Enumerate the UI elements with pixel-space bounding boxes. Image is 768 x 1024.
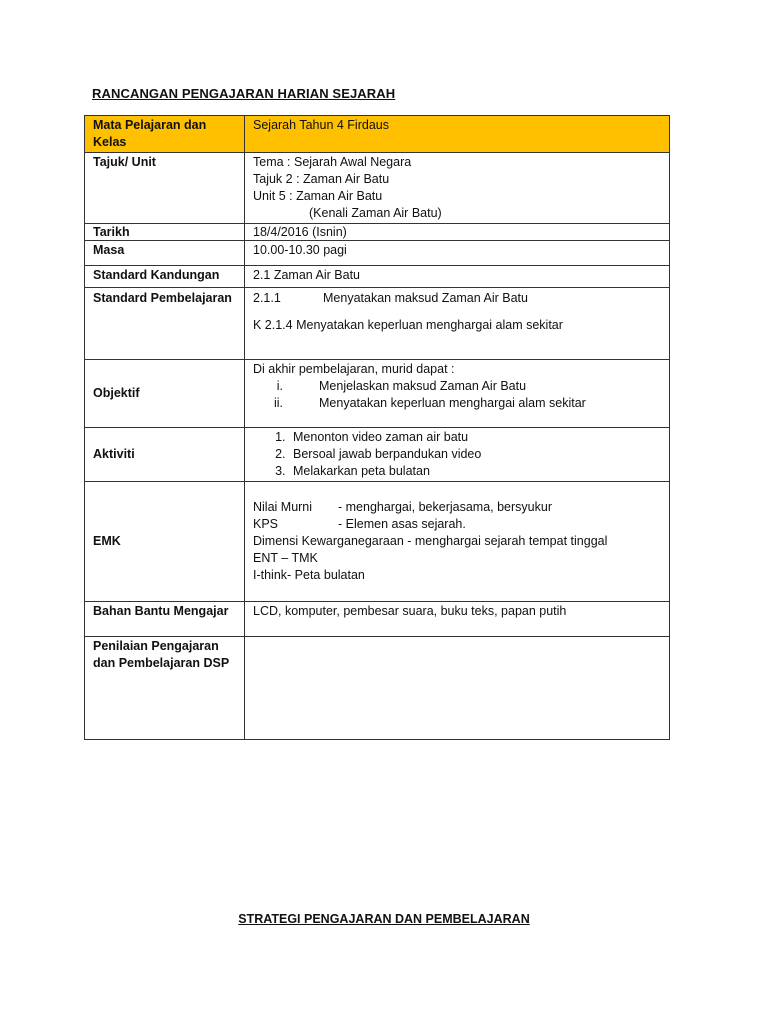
objektif-intro: Di akhir pembelajaran, murid dapat :	[253, 362, 455, 376]
value-tarikh: 18/4/2016 (Isnin)	[245, 224, 670, 241]
row-emk	[85, 482, 670, 602]
objektif-item: ii. Menyatakan keperluan menghargai alam sekitar	[273, 396, 586, 410]
row-standard-kandungan	[85, 266, 670, 288]
emk-line: Dimensi Kewarganegaraan - menghargai sejarah tempat tinggal	[253, 534, 608, 548]
row-tajuk	[85, 153, 670, 224]
row-aktiviti	[85, 428, 670, 482]
value-bahan: LCD, komputer, pembesar suara, buku teks, papan putih	[245, 602, 670, 637]
value-aktiviti	[245, 428, 670, 482]
value-standard-kandungan: 2.1 Zaman Air Batu	[245, 266, 670, 288]
label-tajuk: Tajuk/ Unit	[85, 153, 245, 224]
row-masa	[85, 241, 670, 266]
label-bahan: Bahan Bantu Mengajar	[85, 602, 245, 637]
page-title: RANCANGAN PENGAJARAN HARIAN SEJARAH	[92, 86, 396, 101]
section-title: STRATEGI PENGAJARAN DAN PEMBELAJARAN	[238, 912, 530, 926]
value-standard-pembelajaran	[245, 288, 670, 360]
tajuk-line: Tema : Sejarah Awal Negara	[253, 155, 412, 169]
label-aktiviti: Aktiviti	[85, 428, 245, 482]
sp-line2: K 2.1.4 Menyatakan keperluan menghargai alam sekitar	[253, 318, 563, 332]
list-item: 2. Bersoal jawab berpandukan video	[289, 446, 661, 463]
label-penilaian: Penilaian Pengajaran dan Pembelajaran DSP	[85, 637, 245, 740]
row-tarikh	[85, 224, 670, 241]
label-masa: Masa	[85, 241, 245, 266]
emk-line: Nilai Murni - menghargai, bekerjasama, bersyukur	[253, 500, 552, 514]
label-mata-pelajaran: Mata Pelajaran dan Kelas	[85, 116, 245, 153]
list-item: 1. Menonton video zaman air batu	[289, 429, 661, 446]
sp-code: 2.1.1	[253, 291, 281, 305]
row-bahan	[85, 602, 670, 637]
value-masa: 10.00-10.30 pagi	[245, 241, 670, 266]
lesson-plan-table	[84, 115, 670, 740]
emk-line: KPS - Elemen asas sejarah.	[253, 517, 466, 531]
value-objektif	[245, 360, 670, 428]
list-item: 3. Melakarkan peta bulatan	[289, 463, 661, 480]
row-mata-pelajaran	[85, 116, 670, 153]
objektif-item: i. Menjelaskan maksud Zaman Air Batu	[276, 379, 527, 393]
tajuk-line: Tajuk 2 : Zaman Air Batu	[253, 172, 390, 186]
value-emk	[245, 482, 670, 602]
value-mata-pelajaran: Sejarah Tahun 4 Firdaus	[245, 116, 670, 153]
value-penilaian	[245, 637, 670, 740]
label-tarikh: Tarikh	[85, 224, 245, 241]
row-standard-pembelajaran	[85, 288, 670, 360]
tajuk-line: (Kenali Zaman Air Batu)	[309, 206, 442, 220]
sp-text: Menyatakan maksud Zaman Air Batu	[323, 291, 528, 305]
row-objektif	[85, 360, 670, 428]
value-tajuk	[245, 153, 670, 224]
label-standard-kandungan: Standard Kandungan	[85, 266, 245, 288]
row-penilaian	[85, 637, 670, 740]
emk-line: I-think- Peta bulatan	[253, 568, 365, 582]
tajuk-line: Unit 5 : Zaman Air Batu	[253, 189, 383, 203]
label-emk: EMK	[85, 482, 245, 602]
label-objektif: Objektif	[85, 360, 245, 428]
emk-line: ENT – TMK	[253, 551, 318, 565]
aktiviti-list	[253, 429, 661, 480]
label-standard-pembelajaran: Standard Pembelajaran	[85, 288, 245, 360]
